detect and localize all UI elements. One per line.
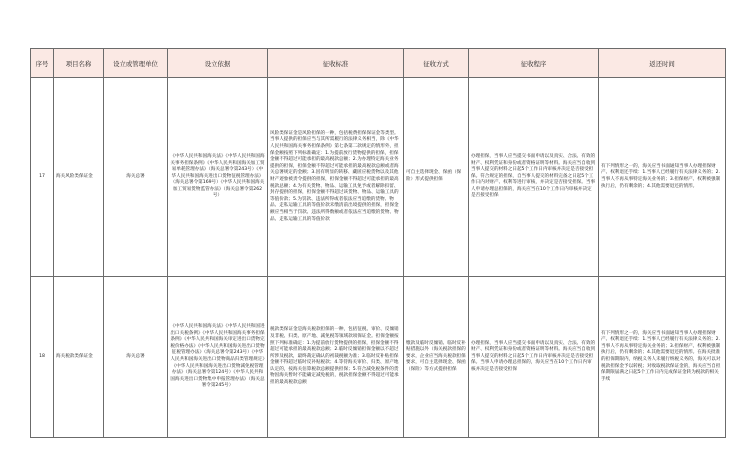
cell-refund: 有下列情形之一的，海关应当书面通知当事人办理担保财产、权利退还手续：1.当事人已经履行有关法律义务的；2.当事人不再从事特定海关业务的；3.担保财产、权利被强制执行后，仍有剩余的；4.其他需要退还的情形。 [599,78,726,277]
cell-name: 海关税款类保证金 [54,277,104,438]
cell-unit: 海关总署 [104,277,168,438]
header-unit: 设立或管理单位 [104,49,168,78]
header-procedure: 征收程序 [469,49,599,78]
cell-unit: 海关总署 [104,78,168,277]
header-refund: 返还时间 [599,49,726,78]
cell-procedure: 办理担保，当事人应当提交书面申请以及真实、合法、有效的财产、权利凭证和身份或者资格证明等材料。海关应当自收到当事人提交的材料之日起5个工作日内审核并决定是否接受担保。符合规定的担保，自当事人提交的材料完备之日起5个工作日内对财产、权利等进行审核，并决定是否接受担保。当事人申请办理总担保的，海关应当在10个工作日内审核并决定是否接受担保 [469,78,599,277]
table-row [31,277,726,438]
cell-method: 可自主选择现金、保函（保险）形式提供担保 [404,78,469,277]
fee-table [30,48,726,438]
cell-no: 18 [31,277,54,438]
cell-basis: 《中华人民共和国海关法》《中华人民共和国进出口关税条例》《中华人民共和国海关事务担保条例》《中华人民共和国海关审定进出口货物完税价格办法》《中华人民共和国海关进出口货物征税管理办法》（海关总署令第243号）《中华人民共和国海关进出口货物商品归类管理规定》《中华人民共和国海关进出口货物减免税管理办法》（海关总署令第124号）《中华人民共和国海关进出口货物集中申报管理办法》（海关总署令第245号） [168,277,268,438]
header-method: 征收方式 [404,49,469,78]
header-no: 序号 [31,49,54,78]
table-row [31,78,726,277]
cell-procedure: 办理担保，当事人应当提交书面申请以及真实、合法、有效的财产、权利凭证和身份或者资格证明等材料。海关应当自收到当事人提交的材料之日起5个工作日内审核并决定是否接受担保。当事人申请办理总担保的，海关应当在10个工作日内审核并决定是否接受担保 [469,277,599,438]
cell-method: 缴款及临时反倾销、临时反补贴措施以外（海关税款担保的要求，企业应当海关税款担保要求，可自主选择现金、保函（保险）等方式提供担保 [404,277,469,438]
header-basis: 设立依据 [168,49,268,78]
header-row [31,49,726,78]
cell-standard: 税款类保证金是海关税款担保的一种，包括征税、审价、反倾销及非税、归类、原产地、减免税等领域款项保证金。担保金额按照下列标准确定：1.为提前放行货物提供的担保，担保金额不得超过可能承担的最高税款总额；2.临时反倾销担保金额以不超过所涉及税款，最终裁定确认的初裁税额为准；3.临时反补贴担保金额不得超过临时反补贴税款；4.等待海关审价、归类、原产地认定的，按海关估算税款总额提供担保；5.符合减免税条件的货物因海关暂时不能确定减免税的，税款担保金额不得超过可能承担的最高税款总额 [268,277,404,438]
cell-name: 海关风险类保证金 [54,78,104,277]
header-name: 项目名称 [54,49,104,78]
cell-standard: 风险类保证金是风险担保的一种，包括税费担保保证金等类型。当事人提供的担保应当与其所需履行的法律义务相当，除《中华人民共和国海关事务担保条例》第七条第二款规定的情形外，担保金额按照下列标准确定：1.为提前放行货物提供的担保，担保金额不得超过可能承担的最高税款总额；2.为办理特定海关业务提供的担保，担保金额不得超过可能承担的最高税款总额或者海关总署规定的金额；3.因有明显的转移、藏匿应税货物以及其他财产迹象被责令提供的担保，担保金额不得超过可能承担的最高税款总额；4.为有关货物、物品、运输工具免予或者解除扣留、封存提供的担保，担保金额不得超过该货物、物品、运输工具的等值价款；5.为罚款、违法所得或者依法应当追缴的货物、物品、走私运输工具的等值价款未缴清前出境提供的担保，担保金额应当相当于罚款、违法所得数额或者依法应当追缴的货物、物品、走私运输工具的等值价款 [268,78,404,277]
cell-basis: 《中华人民共和国海关法》《中华人民共和国海关事务担保条例》《中华人民共和国海关加工贸易单耗管理办法》（海关总署令第243号）《中华人民共和国海关进出口货物征税管理办法》（海关总署令第169号）《中华人民共和国海关加工贸易货物监管办法》（海关总署令第262号） [168,78,268,277]
header-standard: 征收标准 [268,49,404,78]
cell-refund: 有下列情形之一的，海关应当书面通知当事人办理担保财产、权利退还手续：1.当事人已经履行有关法律义务的；2.当事人不再从事特定海关业务的；3.担保财产、权利被强制执行后，仍有剩余的；4.其他需要退还的情形。在海关批准的担保期限内，纳税义务人未履行纳税义务的，海关可以对税款担保金予以转税；对收取税款保证金的，海关应当自担保期限届满之日起5个工作日内完成保证金转为税款的相关手续 [599,277,726,438]
cell-no: 17 [31,78,54,277]
